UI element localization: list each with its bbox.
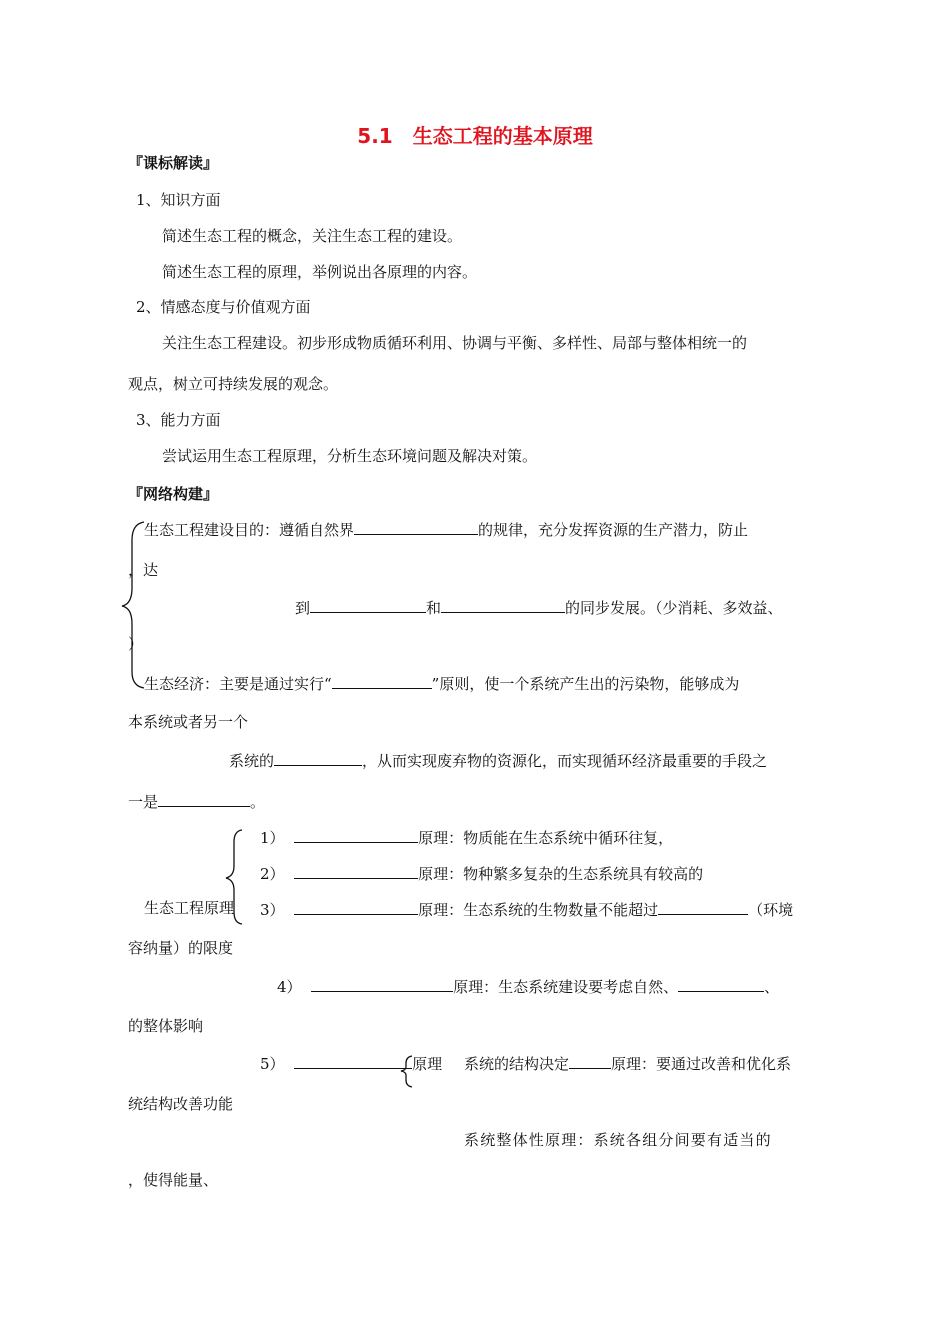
principle-4-text: 原理：生态系统建设要考虑自然、 <box>453 978 679 996</box>
eco-text-b: ”原则，使一个系统产生出的污染物，能够成为 <box>431 675 740 693</box>
goal-blank-3[interactable] <box>441 596 565 613</box>
eco-line-3 <box>229 749 767 771</box>
attitude-line-2: 观点，树立可持续发展的观念。 <box>128 375 339 393</box>
principle-1-blank[interactable] <box>294 826 418 843</box>
principle-4-blank[interactable] <box>311 975 453 992</box>
page-title: 5.1 生态工程的基本原理 <box>357 124 593 148</box>
eco-text-f: 一是 <box>128 793 159 811</box>
principle-5-number: 5） <box>260 1055 285 1073</box>
principle-5-cont: 统结构改善功能 <box>128 1095 234 1113</box>
left-brace-icon <box>118 520 148 690</box>
principle-5-sub-2: 系统整体性原理：系统各组分间要有适当的 <box>464 1131 772 1149</box>
goal-blank-1[interactable] <box>354 518 478 535</box>
goal-text-b: 的规律，充分发挥资源的生产潜力，防止 <box>478 521 749 539</box>
principle-3-end: （环境 <box>748 901 794 919</box>
eco-text-d: 系统的 <box>229 752 275 770</box>
principle-5-sub-2-cont: ，使得能量、 <box>128 1171 219 1189</box>
section-heading-wangluo: 『网络构建』 <box>128 485 219 503</box>
principle-4-cont: 的整体影响 <box>128 1017 204 1035</box>
goal-text-f: 的同步发展。（少消耗、多效益、 <box>565 599 783 617</box>
goal-blank-2[interactable] <box>310 596 426 613</box>
principle-1-text: 原理：物质能在生态系统中循环往复， <box>418 829 674 847</box>
principle-1-number: 1） <box>260 829 285 847</box>
eco-text-a: 生态经济：主要是通过实行“ <box>144 675 332 693</box>
attitude-heading: 2、情感态度与价值观方面 <box>136 298 311 316</box>
goal-line-3 <box>295 596 783 618</box>
goal-text-d: 到 <box>295 599 311 617</box>
principle-5-sub-1 <box>464 1052 791 1074</box>
eco-line-4 <box>128 790 265 812</box>
principle-2 <box>260 862 703 884</box>
principle-4-blank-2[interactable] <box>678 975 764 992</box>
attitude-line-1: 关注生态工程建设。初步形成物质循环利用、协调与平衡、多样性、局部与整体相统一的 <box>162 334 748 352</box>
ability-heading: 3、能力方面 <box>136 411 221 429</box>
knowledge-line-2: 简述生态工程的原理，举例说出各原理的内容。 <box>162 263 478 281</box>
eco-blank-3[interactable] <box>158 790 250 807</box>
eco-line-1 <box>144 672 739 694</box>
principle-3-blank[interactable] <box>294 898 418 915</box>
goal-text-a: 生态工程建设目的：遵循自然界 <box>144 521 355 539</box>
principle-5-brace-icon <box>398 1054 416 1088</box>
eco-line-2: 本系统或者另一个 <box>128 713 249 731</box>
principle-2-number: 2） <box>260 865 285 883</box>
principle-3-number: 3） <box>260 901 285 919</box>
principle-3 <box>260 898 793 920</box>
principle-5-text: 原理 <box>412 1055 443 1073</box>
principle-5-sub-blank[interactable] <box>569 1052 611 1069</box>
goal-line-4: ） <box>128 635 144 653</box>
principle-2-text: 原理：物种繁多复杂的生态系统具有较高的 <box>418 865 704 883</box>
eco-text-g: 。 <box>250 793 266 811</box>
eco-blank-1[interactable] <box>332 672 432 689</box>
eco-text-e: ，从而实现废弃物的资源化，而实现循环经济最重要的手段之 <box>362 752 768 770</box>
goal-text-e: 和 <box>426 599 442 617</box>
principle-5-sub-1-text-b: 原理：要通过改善和优化系 <box>611 1055 792 1073</box>
principles-label: 生态工程原理 <box>144 899 235 917</box>
principle-1 <box>260 826 673 848</box>
ability-line-1: 尝试运用生态工程原理，分析生态环境问题及解决对策。 <box>162 447 538 465</box>
principle-5-sub-1-text: 系统的结构决定 <box>464 1055 570 1073</box>
knowledge-line-1: 简述生态工程的概念，关注生态工程的建设。 <box>162 227 463 245</box>
goal-line-2: ，达 <box>128 561 159 579</box>
knowledge-heading: 1、知识方面 <box>136 191 221 209</box>
eco-blank-2[interactable] <box>274 749 362 766</box>
principle-3-cont: 容纳量）的限度 <box>128 939 234 957</box>
principle-5-blank[interactable] <box>294 1052 412 1069</box>
principle-4-end: 、 <box>764 978 780 996</box>
principle-2-blank[interactable] <box>294 862 418 879</box>
principle-4-number: 4） <box>277 978 302 996</box>
goal-line-1 <box>144 518 748 540</box>
principle-3-blank-2[interactable] <box>658 898 748 915</box>
section-heading-kebiao: 『课标解读』 <box>128 154 219 172</box>
principle-4 <box>277 975 779 997</box>
principle-3-text: 原理：生态系统的生物数量不能超过 <box>418 901 659 919</box>
